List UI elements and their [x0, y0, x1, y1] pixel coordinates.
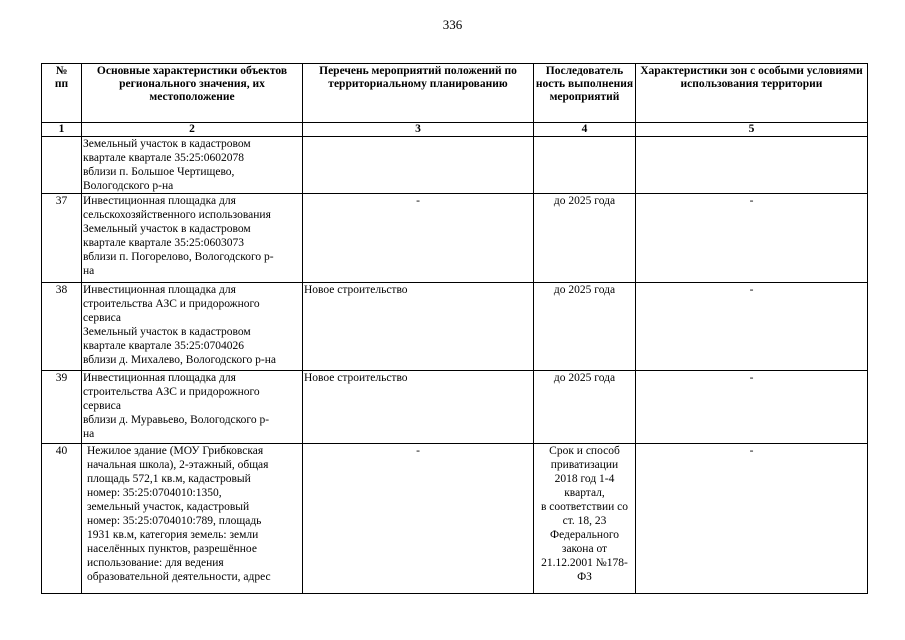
- table-row: [42, 444, 868, 594]
- row-sequence: до 2025 года: [534, 194, 636, 283]
- row-zones: -: [636, 283, 868, 371]
- row-measures: -: [303, 194, 534, 283]
- column-number: 1: [42, 123, 82, 137]
- row-number: 37: [42, 194, 82, 283]
- row-description: Нежилое здание (МОУ Грибковская начальная школа), 2-этажный, общая площадь 572,1 кв.м, кадастровый номер: 35:25:0704010:1350, земельный участок, кадастровый номер: 35:25:0704010:789, площадь 1931 кв.м, категория земель: земли населённых пунктов, разрешённое использование: для ведения образовательной деятельности, адрес: [82, 444, 303, 594]
- row-sequence: до 2025 года: [534, 371, 636, 444]
- row-sequence: Срок и способ приватизации 2018 год 1-4 квартал, в соответствии со ст. 18, 23 Федерального закона от 21.12.2001 №178- ФЗ: [534, 444, 636, 594]
- table-row: [42, 283, 868, 371]
- header-sequence: Последователь ность выполнения мероприятий: [534, 64, 636, 123]
- column-number: 4: [534, 123, 636, 137]
- row-measures: [303, 137, 534, 194]
- row-measures: Новое строительство: [303, 371, 534, 444]
- row-zones: [636, 137, 868, 194]
- row-description: Земельный участок в кадастровом квартале квартале 35:25:0602078 вблизи п. Большое Чертищево, Вологодского р-на: [82, 137, 303, 194]
- row-number: 38: [42, 283, 82, 371]
- page-number: 336: [442, 17, 463, 32]
- header-characteristics: Основные характеристики объектов регионального значения, их местоположение: [82, 64, 303, 123]
- row-zones: -: [636, 444, 868, 594]
- row-number: [42, 137, 82, 194]
- row-description: Инвестиционная площадка для сельскохозяйственного использования Земельный участок в кадастровом квартале квартале 35:25:0603073 вблизи п. Погорелово, Вологодского р- на: [82, 194, 303, 283]
- regional-objects-table: [41, 63, 868, 594]
- row-zones: -: [636, 371, 868, 444]
- header-number: № пп: [42, 64, 82, 123]
- header-measures: Перечень мероприятий положений по территориальному планированию: [303, 64, 534, 123]
- header-zones: Характеристики зон с особыми условиями использования территории: [636, 64, 868, 123]
- table-row: [42, 371, 868, 444]
- table-row: [42, 194, 868, 283]
- table-row: [42, 137, 868, 194]
- row-zones: -: [636, 194, 868, 283]
- row-description: Инвестиционная площадка для строительства АЗС и придорожного сервиса Земельный участок в кадастровом квартале квартале 35:25:0704026 вблизи д. Михалево, Вологодского р-на: [82, 283, 303, 371]
- row-sequence: до 2025 года: [534, 283, 636, 371]
- column-number: 2: [82, 123, 303, 137]
- table-header-row: [42, 64, 868, 123]
- row-measures: Новое строительство: [303, 283, 534, 371]
- row-number: 40: [42, 444, 82, 594]
- row-description: Инвестиционная площадка для строительства АЗС и придорожного сервиса вблизи д. Муравьево, Вологодского р- на: [82, 371, 303, 444]
- row-number: 39: [42, 371, 82, 444]
- row-measures: -: [303, 444, 534, 594]
- column-number: 3: [303, 123, 534, 137]
- column-number: 5: [636, 123, 868, 137]
- column-number-row: [42, 123, 868, 137]
- row-sequence: [534, 137, 636, 194]
